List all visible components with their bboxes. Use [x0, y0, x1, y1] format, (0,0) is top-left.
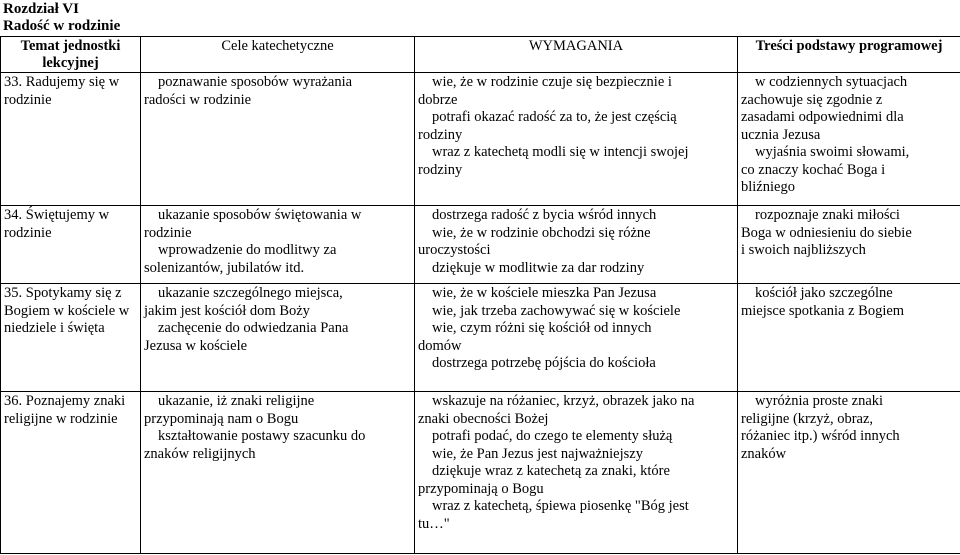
cell-line: radości w rodzinie [144, 91, 252, 108]
cell-line: wie, że w rodzinie obchodzi się różne [432, 224, 651, 241]
cell-line: potrafi okazać radość za to, że jest częścią [432, 109, 677, 125]
cell-line: Boga w odniesieniu do siebie [741, 224, 912, 241]
cell-line: bliźniego [741, 179, 795, 195]
cell-line: rodziny [418, 126, 463, 143]
requirements-cell [415, 392, 738, 554]
cell-line: ukazanie, iż znaki religijne [158, 393, 315, 409]
cell-line: wyjaśnia swoimi słowami, [755, 144, 910, 160]
cell-line: ucznia Jezusa [741, 126, 821, 143]
cell-line: miejsce spotkania z Bogiem [741, 302, 905, 319]
table-row [1, 284, 960, 392]
cell-line: w codziennych sytuacjach [755, 74, 908, 90]
requirements-cell [415, 206, 738, 284]
cell-line: rozpoznaje znaki miłości [755, 207, 900, 223]
topic-cell: 35. Spotykamy się z Bogiem w kościele w niedziele i święta [1, 284, 141, 392]
cell-line: ukazanie szczególnego miejsca, [158, 285, 343, 301]
table-row [1, 206, 960, 284]
cell-line: wie, że w rodzinie czuje się bezpiecznie i [432, 74, 672, 90]
goals-cell [141, 284, 415, 392]
cell-line: znaki obecności Bożej [418, 410, 549, 427]
cell-line: zasadami odpowiednimi dla [741, 109, 904, 125]
requirements-cell [415, 73, 738, 206]
cell-line: kościół jako szczególne [755, 285, 893, 301]
cell-line: i swoich najbliższych [741, 242, 866, 258]
cell-line: domów [418, 337, 462, 354]
cell-line: wraz z katechetą, śpiewa piosenkę "Bóg jest [432, 498, 689, 514]
cell-line: co znaczy kochać Boga i [741, 161, 886, 178]
cell-line: wie, że w kościele mieszka Pan Jezusa [432, 285, 657, 301]
table-header-row [1, 37, 960, 73]
cell-line: wyróżnia proste znaki [755, 393, 884, 409]
cell-line: zachowuje się zgodnie z [741, 91, 883, 108]
cell-line: wie, czym różni się kościół od innych [432, 320, 652, 336]
goals-cell [141, 206, 415, 284]
topic-cell: 34. Świętujemy w rodzinie [1, 206, 141, 284]
goals-cell [141, 392, 415, 554]
cell-line: tu…" [418, 515, 450, 532]
cell-line: kształtowanie postawy szacunku do [158, 428, 366, 444]
cell-line: dostrzega radość z bycia wśród innych [432, 207, 657, 223]
cell-line: rodziny [418, 161, 463, 178]
cell-line: różaniec itp.) wśród innych [741, 428, 900, 444]
header-goals: Cele katechetyczne [141, 37, 415, 73]
requirements-cell [415, 284, 738, 392]
cell-line: uroczystości [418, 242, 491, 258]
cell-line: dziękuje wraz z katechetą za znaki, które [432, 463, 670, 479]
header-content: Treści podstawy programowej [738, 37, 960, 73]
cell-line: solenizantów, jubilatów itd. [144, 259, 305, 276]
cell-line: wie, że Pan Jezus jest najważniejszy [432, 445, 643, 462]
header-topic: Temat jednostki lekcyjnej [1, 37, 141, 73]
table-row [1, 73, 960, 206]
chapter-title: Rozdział VI [3, 1, 79, 17]
cell-line: znaków [741, 445, 787, 462]
cell-line: jakim jest kościół dom Boży [144, 302, 310, 319]
cell-line: religijne (krzyż, obraz, [741, 410, 874, 427]
content-cell [738, 73, 960, 206]
topic-cell: 33. Radujemy się w rodzinie [1, 73, 141, 206]
cell-line: rodzinie [144, 224, 192, 241]
content-cell [738, 392, 960, 554]
curriculum-table [0, 36, 960, 554]
cell-line: wskazuje na różaniec, krzyż, obrazek jako na [432, 393, 695, 409]
cell-line: znaków religijnych [144, 445, 256, 462]
content-cell [738, 206, 960, 284]
topic-cell: 36. Poznajemy znaki religijne w rodzinie [1, 392, 141, 554]
chapter-subtitle: Radość w rodzinie [3, 18, 121, 34]
cell-line: wprowadzenie do modlitwy za [158, 242, 337, 258]
cell-line: dostrzega potrzebę pójścia do kościoła [432, 355, 656, 371]
content-cell [738, 284, 960, 392]
cell-line: poznawanie sposobów wyrażania [158, 74, 353, 90]
cell-line: Jezusa w kościele [144, 337, 248, 354]
cell-line: zachęcenie do odwiedzania Pana [158, 320, 349, 336]
cell-line: potrafi podać, do czego te elementy służą [432, 428, 673, 444]
cell-line: wraz z katechetą modli się w intencji swojej [432, 144, 689, 160]
cell-line: dobrze [418, 91, 458, 108]
header-requirements: WYMAGANIA [415, 37, 738, 73]
cell-line: dziękuje w modlitwie za dar rodziny [432, 259, 645, 276]
cell-line: ukazanie sposobów świętowania w [158, 207, 362, 223]
cell-line: przypominają o Bogu [418, 480, 544, 497]
table-row [1, 392, 960, 554]
cell-line: przypominają nam o Bogu [144, 410, 299, 427]
goals-cell [141, 73, 415, 206]
cell-line: wie, jak trzeba zachowywać się w kościele [432, 302, 681, 319]
